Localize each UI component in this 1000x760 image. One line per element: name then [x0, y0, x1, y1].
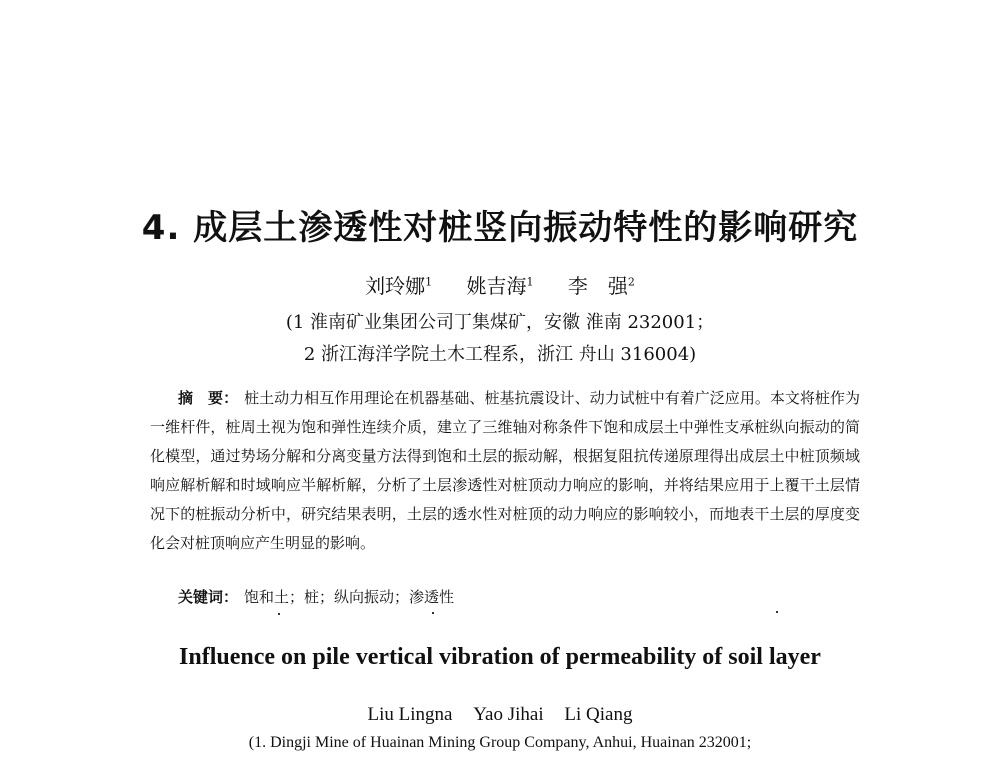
affiliation-cn-1: (1 淮南矿业集团公司丁集煤矿，安徽 淮南 232001； — [285, 312, 715, 333]
author-en: Yao Jihai — [473, 704, 544, 725]
abstract-text: 桩土动力相互作用理论在机器基础、桩基抗震设计、动力试桩中有着广泛应用。本文将桩作为一维杆件，桩周土视为饱和弹性连续介质，建立了三维轴对称条件下饱和成层土中弹性支承桩纵向振动的简化模型，通过势场分解和分离变量方法得到饱和土层的振动解，根据复阻抗传递原理得出成层土中桩顶频域响应解析解和时域响应半解析解，分析了土层渗透性对桩顶动力响应的影响，并将结果应用于上覆干土层情况下的桩振动分析中，研究结果表明，土层的透水性对桩顶的动力响应的影响较小，而地表干土层的厚度变化会对桩顶响应产生明显的影响。 — [150, 389, 860, 552]
author-en: Li Qiang — [564, 704, 633, 725]
chinese-title: 4. 成层土渗透性对桩竖向振动特性的影响研究 — [141, 208, 859, 248]
english-authors — [0, 704, 1000, 726]
keywords-label: 关键词： — [178, 588, 239, 606]
abstract-label: 摘 要： — [178, 389, 239, 407]
scan-speck — [776, 611, 778, 613]
scan-speck — [278, 613, 280, 615]
english-title: Influence on pile vertical vibration of permeability of soil layer — [179, 644, 821, 670]
affiliation-cn-2: 2 浙江海洋学院土木工程系，浙江 舟山 316004) — [303, 344, 697, 365]
author-cn: 姚吉海$^1$ — [466, 274, 534, 298]
author-cn: 李 强$^2$ — [567, 274, 635, 298]
author-en: Liu Lingna — [367, 704, 453, 725]
scan-speck — [432, 612, 434, 614]
chinese-authors — [0, 270, 1000, 299]
abstract — [150, 384, 860, 558]
affiliation-en-1: (1. Dingji Mine of Huainan Mining Group Company, Anhui, Huainan 232001; — [248, 734, 752, 751]
author-cn: 刘玲娜$^1$ — [365, 274, 433, 298]
keywords — [178, 586, 454, 607]
keywords-text: 饱和土；桩；纵向振动；渗透性 — [244, 588, 455, 606]
